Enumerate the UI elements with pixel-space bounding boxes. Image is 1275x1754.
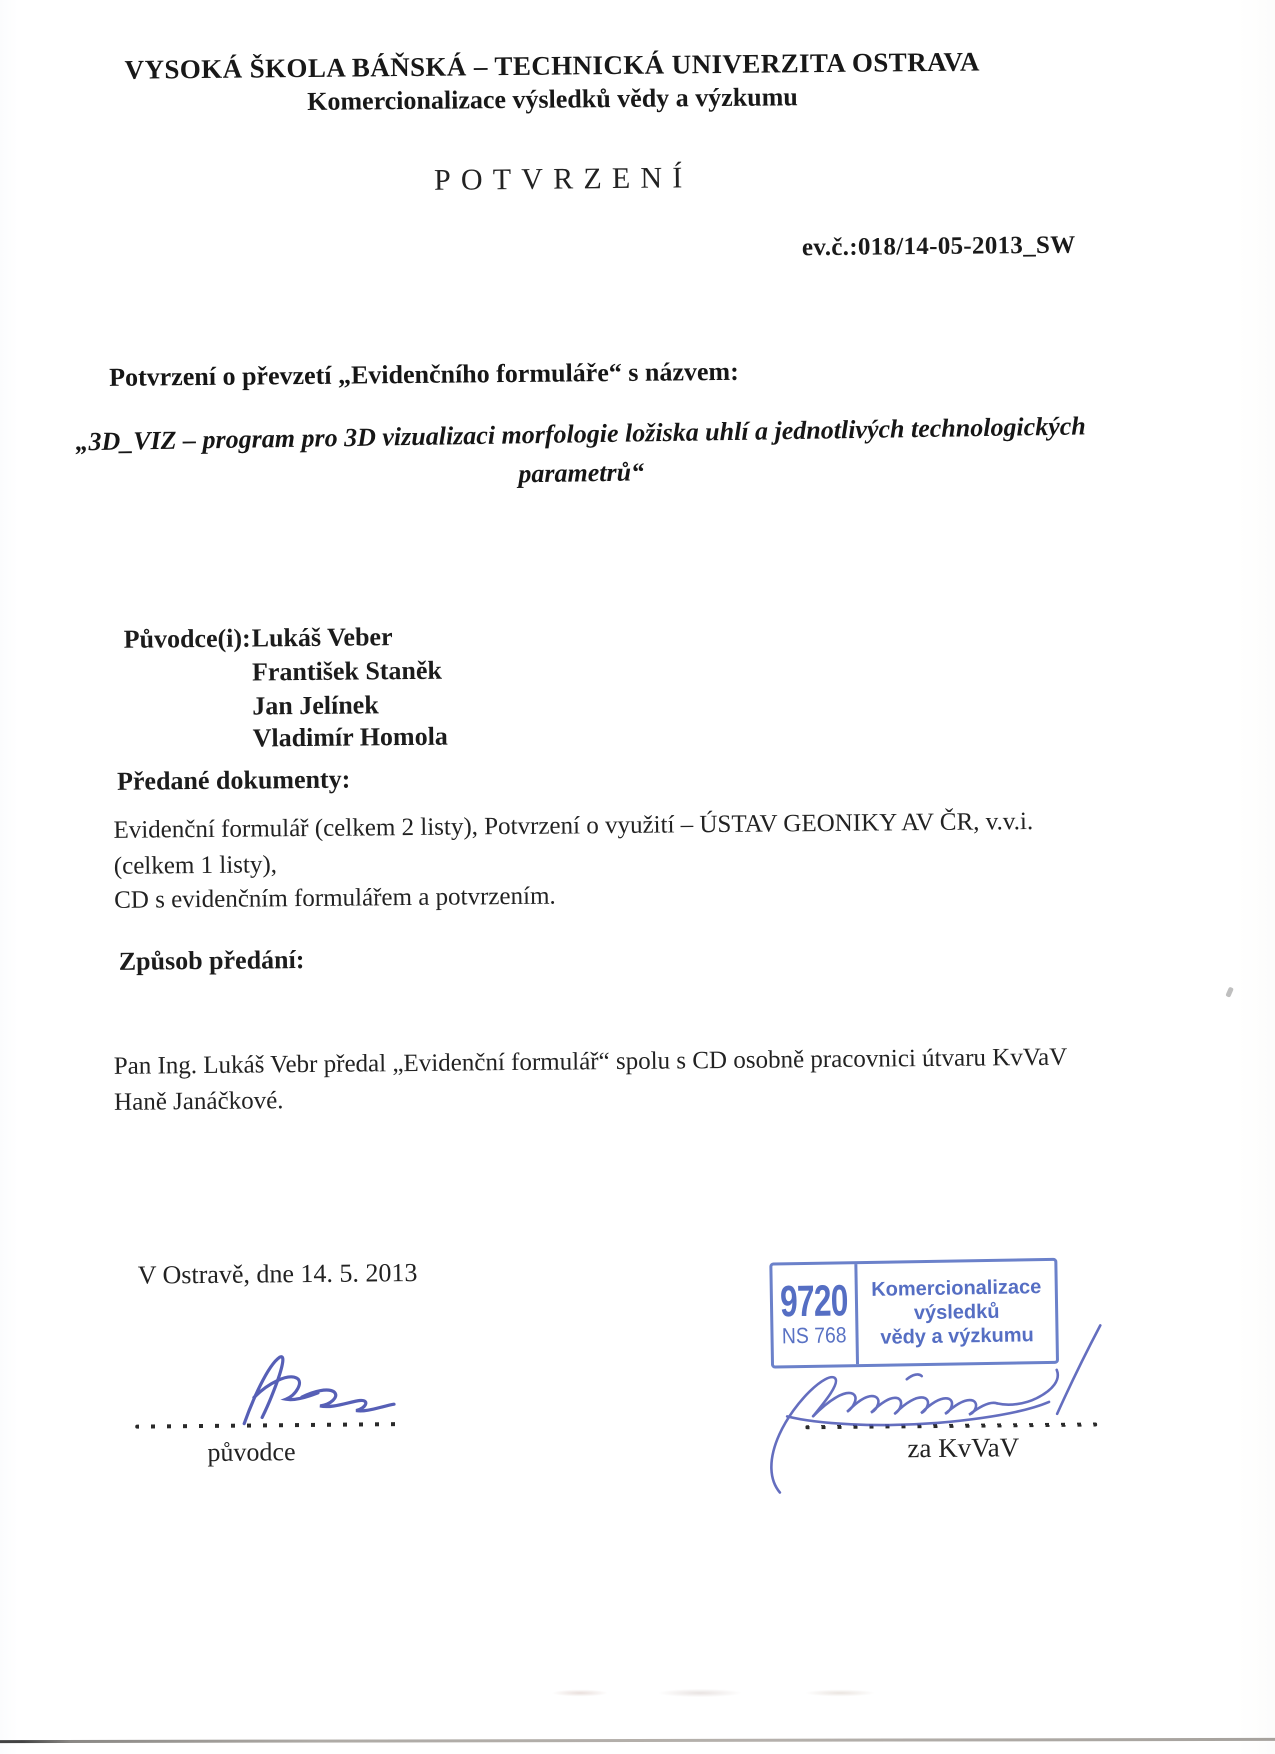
- scan-artifact-speck: [1225, 987, 1234, 998]
- stamp-unit-code: NS 768: [782, 1322, 848, 1349]
- kvvav-signature-ink: [756, 1317, 1133, 1499]
- documents-line: CD s evidenčním formulářem a potvrzením.: [114, 882, 556, 914]
- stamp-text-line: Komercionalizace: [871, 1276, 1042, 1301]
- handover-line: Haně Janáčkové.: [113, 1087, 284, 1116]
- stamp-text-line: výsledků: [913, 1300, 1000, 1325]
- documents-line: Evidenční formulář (celkem 2 listy), Potvrzení o využití – ÚSTAV GEONIKY AV ČR, v.v.i.: [113, 808, 1034, 844]
- kvvav-signature-label: za KvVaV: [907, 1432, 1020, 1464]
- software-title: [50, 406, 1111, 501]
- originators-label: Původce(i):: [123, 623, 251, 654]
- stamp-text-line: vědy a výzkumu: [880, 1324, 1034, 1349]
- originator-name: František Staněk: [251, 655, 443, 687]
- document-title: POTVRZENÍ: [433, 161, 693, 197]
- registration-number: ev.č.:018/14-05-2013_SW: [801, 231, 1076, 262]
- handover-line: Pan Ing. Lukáš Vebr předal „Evidenční formulář“ spolu s CD osobně pracovnici útvaru KvVaV: [113, 1043, 1068, 1080]
- originator-name: Vladimír Homola: [252, 721, 449, 753]
- subject-intro: Potvrzení o převzetí „Evidenčního formuláře“ s názvem:: [109, 356, 739, 392]
- place-date-line: V Ostravě, dne 14. 5. 2013: [137, 1257, 418, 1290]
- scan-artifact-smudge: [520, 1686, 900, 1700]
- software-title-line1: „3D_VIZ – program pro 3D vizualizaci morfologie ložiska uhlí a jednotlivých technologických: [75, 411, 1086, 457]
- originator-name: Jan Jelínek: [252, 690, 379, 721]
- originator-name: Lukáš Veber: [251, 622, 393, 653]
- stamp-number: 9720: [779, 1276, 849, 1327]
- department-name: Komercionalizace výsledků vědy a výzkumu: [307, 82, 798, 116]
- university-name: VYSOKÁ ŠKOLA BÁŇSKÁ – TECHNICKÁ UNIVERZITA OSTRAVA: [124, 46, 980, 85]
- handover-heading: Způsob předání:: [118, 945, 305, 976]
- documents-heading: Předané dokumenty:: [116, 764, 351, 796]
- originator-signature-label: původce: [207, 1437, 296, 1467]
- software-title-line2: parametrů“: [518, 457, 645, 489]
- documents-line: (celkem 1 listy),: [113, 851, 278, 880]
- originator-signature-ink: [209, 1348, 405, 1432]
